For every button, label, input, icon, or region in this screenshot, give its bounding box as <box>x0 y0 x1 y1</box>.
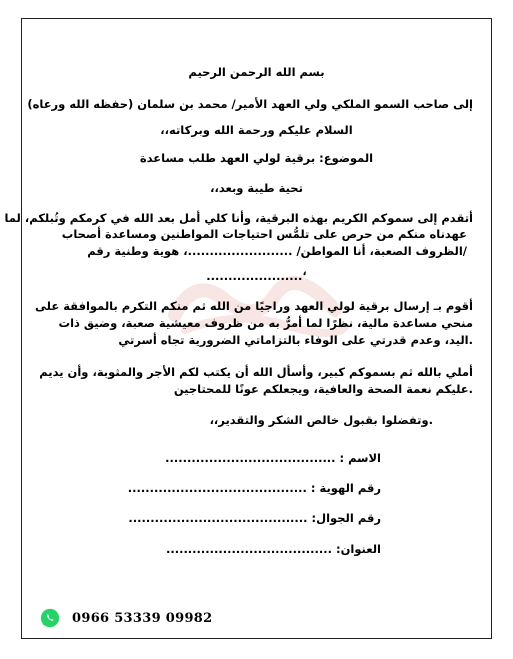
paragraph-1-line-4: ‘...................... <box>206 269 307 283</box>
footer-contact <box>40 608 213 628</box>
subject-line: الموضوع: برقية لولي العهد طلب مساعدة <box>139 151 374 165</box>
address-field: العنوان: ...................................... <box>165 542 381 556</box>
name-field: الاسم : ....................................... <box>165 451 381 465</box>
paragraph-1-line-2: عهدناه منكم من حرص على تلمُّس احتياجات المواطنين ومساعدة أصحاب <box>61 227 467 241</box>
id-number-field: رقم الهوية : ......................................... <box>127 481 381 495</box>
paragraph-2-line-1: أقوم بـ إرسال برقية لولي العهد وراجيًا من الله ثم منكم التكرم بالموافقة على <box>35 299 473 313</box>
paragraph-1-line-1: أتقدم إلى سموكم الكريم بهذه البرقية، وأنا كلي أمل بعد الله في كرمكم وتُبلكم، لما <box>4 211 473 225</box>
mobile-field: رقم الجوال: ......................................... <box>128 511 381 525</box>
salutation-line: تحية طيبة وبعد،، <box>210 181 303 195</box>
whatsapp-icon <box>40 608 60 628</box>
paragraph-3-line-1: أملي بالله ثم بسموكم كبير، وأسأل الله أن يكتب لكم الأجر والمثوبة، وأن يديم <box>39 365 473 379</box>
letter-body <box>4 0 473 659</box>
basmala: بسم الله الرحمن الرحيم <box>188 65 325 79</box>
paragraph-1-line-3: /الظروف الصعبة، أنا المواطن/ ........................، هوية وطنية رقم <box>87 244 467 258</box>
addressee-line: إلى صاحب السمو الملكي ولي العهد الأمير/ محمد بن سلمان (حفظه الله ورعاه) <box>27 97 473 111</box>
paragraph-3-line-2: .عليكم نعمة الصحة والعافية، ويجعلكم عونًا للمحتاجين <box>173 382 473 396</box>
phone-number: 0966 53339 09982 <box>72 610 213 626</box>
closing-line: .وتفضلوا بقبول خالص الشكر والتقدير،، <box>209 413 433 427</box>
greeting-line: السلام عليكم ورحمة الله وبركاته،، <box>160 123 353 137</box>
paragraph-2-line-2: منحي مساعدة مالية، نظرًا لما أمرُّ به من ظروف معيشية صعبة، وضيق ذات <box>58 316 473 330</box>
paragraph-2-line-3: .اليد، وعدم قدرتي على الوفاء بالتزاماتي الضرورية تجاه أسرتي <box>118 333 473 347</box>
